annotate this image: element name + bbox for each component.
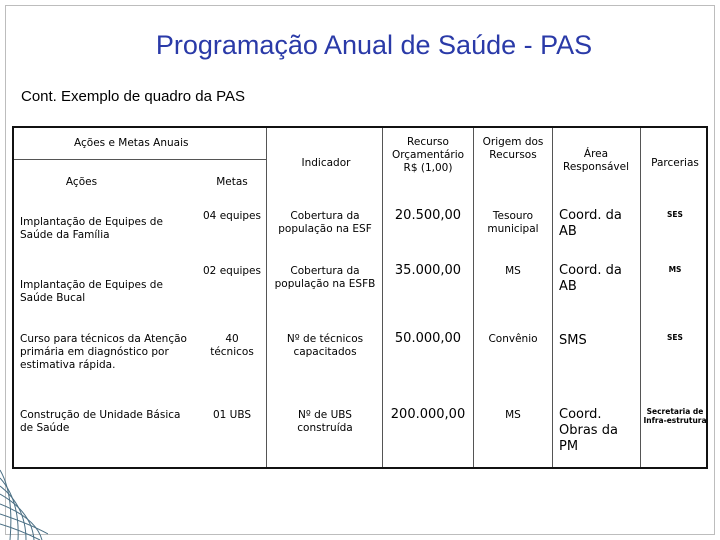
row4-origem: MS [505,409,521,421]
header-acoes-metas: Ações e Metas Anuais [74,137,189,149]
row1-meta: 04 equipes [203,210,261,222]
col-divider [382,128,383,467]
row2-origem: MS [505,265,521,277]
row1-parcerias: SES [667,210,683,219]
subheader-divider [14,159,266,160]
row1-origem: Tesouro municipal [487,210,539,235]
col-divider [640,128,641,467]
decorative-hatch-corner [0,464,48,540]
row2-area: Coord. da AB [559,263,622,294]
row1-acao: Implantação de Equipes de Saúde da Família [20,216,163,241]
row3-acao: Curso para técnicos da Atenção primária em diagnóstico por estimativa rápida. [20,333,187,371]
row4-acao: Construção de Unidade Básica de Saúde [20,409,181,434]
header-metas: Metas [216,176,248,188]
row2-acao: Implantação de Equipes de Saúde Bucal [20,279,163,304]
row3-recurso: 50.000,00 [394,331,462,346]
row2-parcerias: MS [668,265,682,274]
row1-recurso: 20.500,00 [394,208,462,223]
col-divider [552,128,553,467]
row4-recurso: 200.000,00 [390,407,466,422]
slide-subtitle: Cont. Exemplo de quadro da PAS [21,88,246,105]
pas-table [12,126,708,469]
header-recurso: Recurso Orçamentário R$ (1,00) [391,136,465,174]
slide-title: Programação Anual de Saúde - PAS [155,30,593,60]
row4-meta: 01 UBS [212,409,252,421]
header-origem: Origem dos Recursos [482,136,544,161]
row3-meta: 40 técnicos [210,333,254,358]
header-area: Área Responsável [563,148,629,173]
row2-recurso: 35.000,00 [394,263,462,278]
row2-indicador: Cobertura da população na ESFB [274,265,376,290]
row1-area: Coord. da AB [559,208,622,239]
row3-parcerias: SES [667,333,683,342]
row3-origem: Convênio [488,333,538,345]
header-acoes: Ações [65,176,98,188]
header-indicador: Indicador [301,157,351,169]
row4-area: Coord. Obras da PM [559,407,618,454]
row2-meta: 02 equipes [203,265,261,277]
row1-indicador: Cobertura da população na ESF [278,210,372,235]
col-divider [266,128,267,467]
row3-area: SMS [559,333,587,348]
col-divider [473,128,474,467]
row4-parcerias: Secretaria de Infra-estrutura [643,407,707,425]
row3-indicador: Nº de técnicos capacitados [286,333,364,358]
row4-indicador: Nº de UBS construída [297,409,353,434]
header-parcerias: Parcerias [651,157,699,169]
